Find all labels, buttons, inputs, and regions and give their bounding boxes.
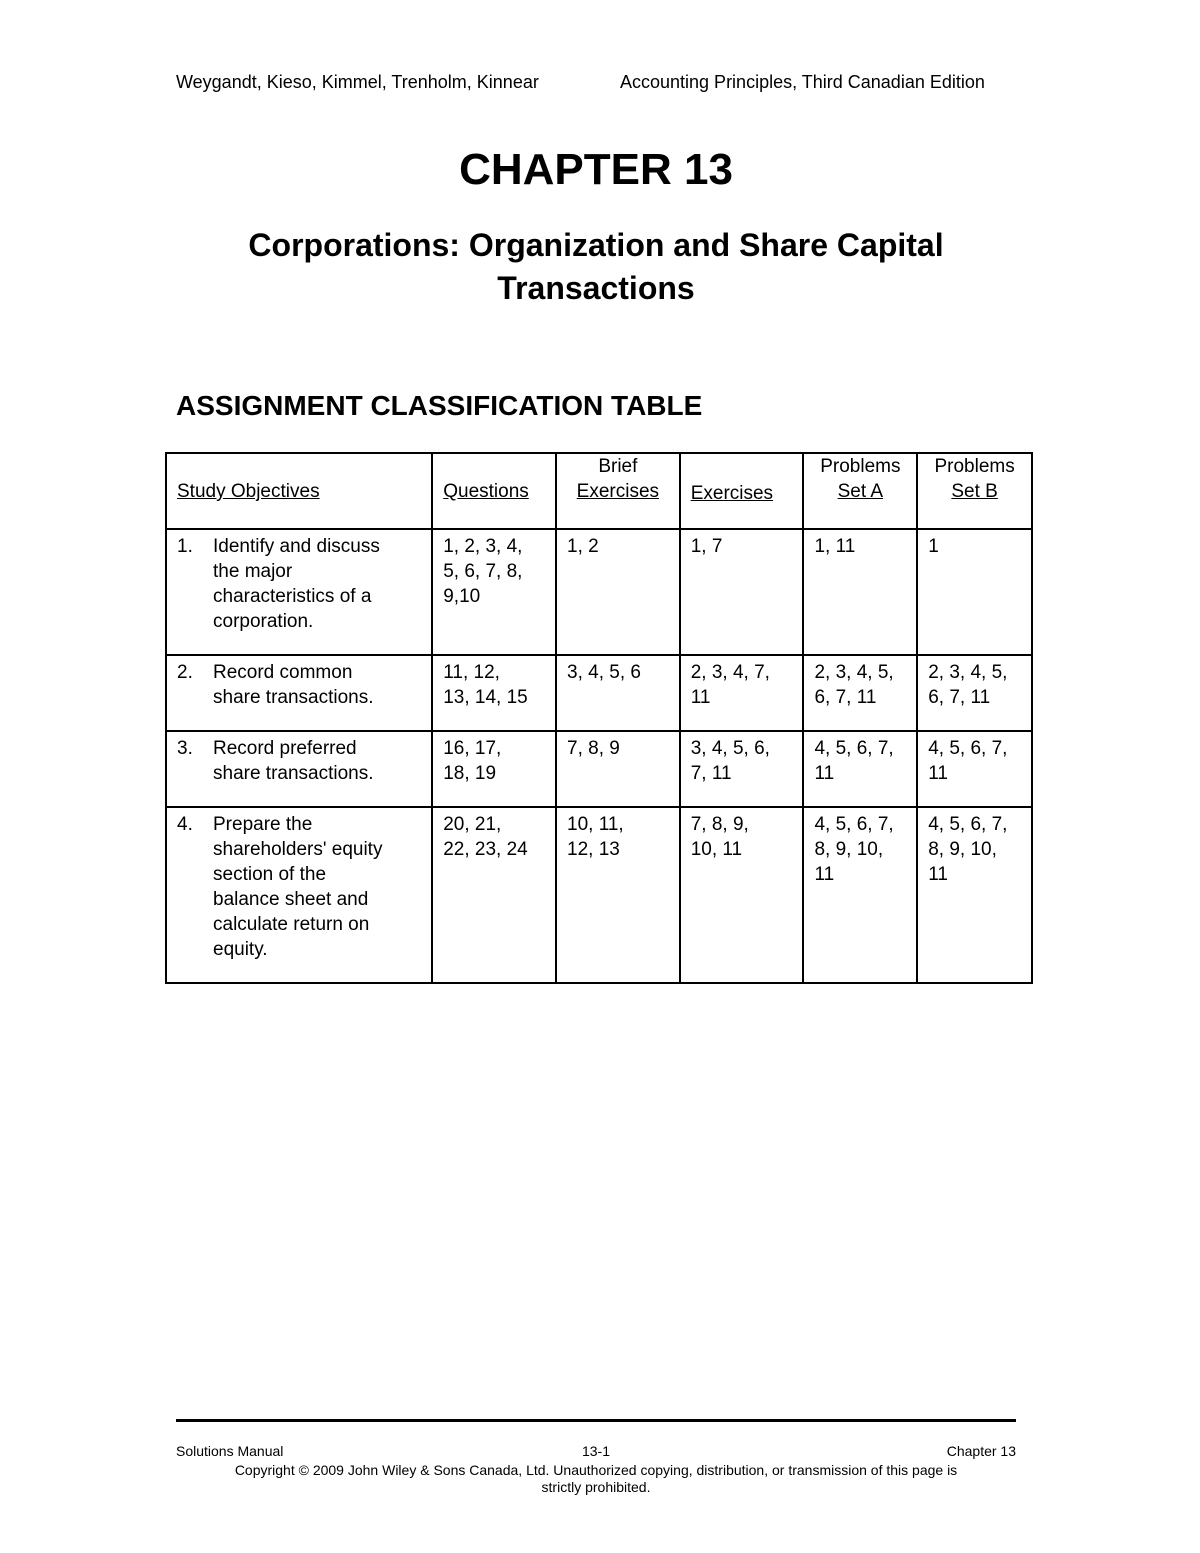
objective-text-line: corporation.	[213, 611, 314, 632]
objective-number: 4.	[177, 814, 193, 835]
objective-text-line: Prepare the	[213, 814, 313, 835]
cell-value-line: 1, 11	[814, 536, 856, 557]
objective-text-line: Record common	[213, 662, 353, 683]
cell-set-a	[803, 731, 917, 807]
cell-set-b	[917, 655, 1032, 731]
cell-value-line: 4, 5, 6, 7,	[814, 814, 894, 835]
objective-text-line: Identify and discuss	[213, 536, 380, 557]
copyright-line1: Copyright © 2009 John Wiley & Sons Canada, Ltd. Unauthorized copying, distribution, or transmission of this page is	[234, 1462, 958, 1478]
header-exercises: Exercises	[680, 453, 804, 529]
table-row	[166, 807, 1032, 983]
cell-value-line: 11	[690, 687, 711, 708]
cell-questions	[432, 529, 556, 655]
header-brief-exercises: Brief Exercises	[556, 453, 680, 529]
cell-value-line: 7, 8, 9,	[690, 814, 749, 835]
objective-text	[213, 534, 431, 634]
cell-brief	[556, 731, 680, 807]
objective-text-line: Record preferred	[213, 738, 357, 759]
cell-value-line: 4, 5, 6, 7,	[928, 738, 1008, 759]
cell-value-line: 16, 17,	[443, 738, 502, 759]
header-questions: Questions	[432, 453, 556, 529]
cell-value-line: 11	[928, 864, 948, 885]
cell-value-line: 20, 21,	[443, 814, 502, 835]
objective-number: 2.	[177, 662, 193, 683]
cell-study-objective	[166, 655, 432, 731]
objective-text-line: characteristics of a	[213, 586, 372, 607]
cell-study-objective	[166, 807, 432, 983]
cell-value-line: 22, 23, 24	[443, 839, 528, 860]
cell-value-line: 18, 19	[443, 763, 497, 784]
cell-value-line: 1, 7	[690, 536, 723, 557]
running-header-authors: Weygandt, Kieso, Kimmel, Trenholm, Kinnear	[176, 72, 539, 92]
objective-text	[213, 812, 431, 962]
cell-set-b	[917, 731, 1032, 807]
cell-study-objective	[166, 731, 432, 807]
cell-exercises	[680, 655, 804, 731]
cell-value-line: 3, 4, 5, 6,	[690, 738, 770, 759]
table-row	[166, 655, 1032, 731]
cell-set-a	[803, 807, 917, 983]
objective-text-line: balance sheet and	[213, 889, 369, 910]
objective-text-line: section of the	[213, 864, 327, 885]
objective-text-line: calculate return on	[213, 914, 370, 935]
cell-value-line: 10, 11	[690, 839, 743, 860]
running-header-book: Accounting Principles, Third Canadian Edition	[620, 72, 985, 92]
cell-value-line: 3, 4, 5, 6	[567, 662, 641, 683]
cell-value-line: 6, 7, 11	[814, 687, 877, 708]
copyright-line2: strictly prohibited.	[541, 1479, 651, 1495]
cell-set-b	[917, 807, 1032, 983]
cell-value-line: 1, 2, 3, 4,	[443, 536, 523, 557]
chapter-subtitle-line1: Corporations: Organization and Share Capital	[248, 227, 944, 263]
cell-value-line: 7, 11	[690, 763, 732, 784]
cell-questions	[432, 655, 556, 731]
objective-text	[213, 736, 431, 786]
cell-value-line: 6, 7, 11	[928, 687, 991, 708]
objective-number: 1.	[177, 536, 193, 557]
cell-exercises	[680, 529, 804, 655]
cell-exercises	[680, 731, 804, 807]
cell-value-line: 4, 5, 6, 7,	[814, 738, 894, 759]
objective-text-line: share transactions.	[213, 763, 374, 784]
header-study-objectives: Study Objectives	[166, 453, 432, 529]
cell-brief	[556, 655, 680, 731]
cell-value-line: 11	[814, 864, 835, 885]
cell-questions	[432, 731, 556, 807]
objective-text-line: share transactions.	[213, 687, 374, 708]
cell-study-objective	[166, 529, 432, 655]
cell-brief	[556, 807, 680, 983]
cell-value-line: 11, 12,	[443, 662, 500, 683]
header-problems-set-a: Problems Set A	[803, 453, 917, 529]
objective-number: 3.	[177, 738, 193, 759]
cell-value-line: 4, 5, 6, 7,	[928, 814, 1008, 835]
cell-value-line: 8, 9, 10,	[814, 839, 884, 860]
assignment-classification-table	[165, 452, 1033, 984]
cell-value-line: 9,10	[443, 586, 481, 607]
footer-page-number: 13-1	[581, 1443, 611, 1459]
copyright-notice	[176, 1462, 1016, 1496]
cell-value-line: 2, 3, 4, 5,	[814, 662, 894, 683]
footer-left: Solutions Manual	[176, 1443, 284, 1459]
cell-value-line: 5, 6, 7, 8,	[443, 561, 523, 582]
table-row	[166, 529, 1032, 655]
chapter-title: CHAPTER 13	[459, 145, 733, 194]
cell-value-line: 2, 3, 4, 7,	[690, 662, 770, 683]
cell-value-line: 11	[814, 763, 835, 784]
cell-questions	[432, 807, 556, 983]
table-row	[166, 731, 1032, 807]
cell-value-line: 13, 14, 15	[443, 687, 528, 708]
cell-value-line: 1	[928, 536, 939, 557]
cell-set-a	[803, 655, 917, 731]
objective-text	[213, 660, 431, 710]
cell-exercises	[680, 807, 804, 983]
header-problems-set-b: Problems Set B	[917, 453, 1032, 529]
cell-value-line: 11	[928, 763, 948, 784]
cell-value-line: 12, 13	[567, 839, 620, 860]
chapter-subtitle	[196, 224, 996, 310]
section-heading: ASSIGNMENT CLASSIFICATION TABLE	[176, 390, 703, 421]
footer-rule	[176, 1419, 1016, 1422]
cell-value-line: 10, 11,	[567, 814, 624, 835]
cell-set-b	[917, 529, 1032, 655]
footer-right: Chapter 13	[946, 1443, 1016, 1459]
objective-text-line: equity.	[213, 939, 268, 960]
cell-brief	[556, 529, 680, 655]
objective-text-line: the major	[213, 561, 293, 582]
cell-value-line: 8, 9, 10,	[928, 839, 997, 860]
cell-set-a	[803, 529, 917, 655]
cell-value-line: 7, 8, 9	[567, 738, 620, 759]
chapter-subtitle-line2: Transactions	[497, 270, 695, 306]
table-header-row	[166, 453, 1032, 529]
cell-value-line: 1, 2	[567, 536, 599, 557]
cell-value-line: 2, 3, 4, 5,	[928, 662, 1008, 683]
objective-text-line: shareholders' equity	[213, 839, 383, 860]
